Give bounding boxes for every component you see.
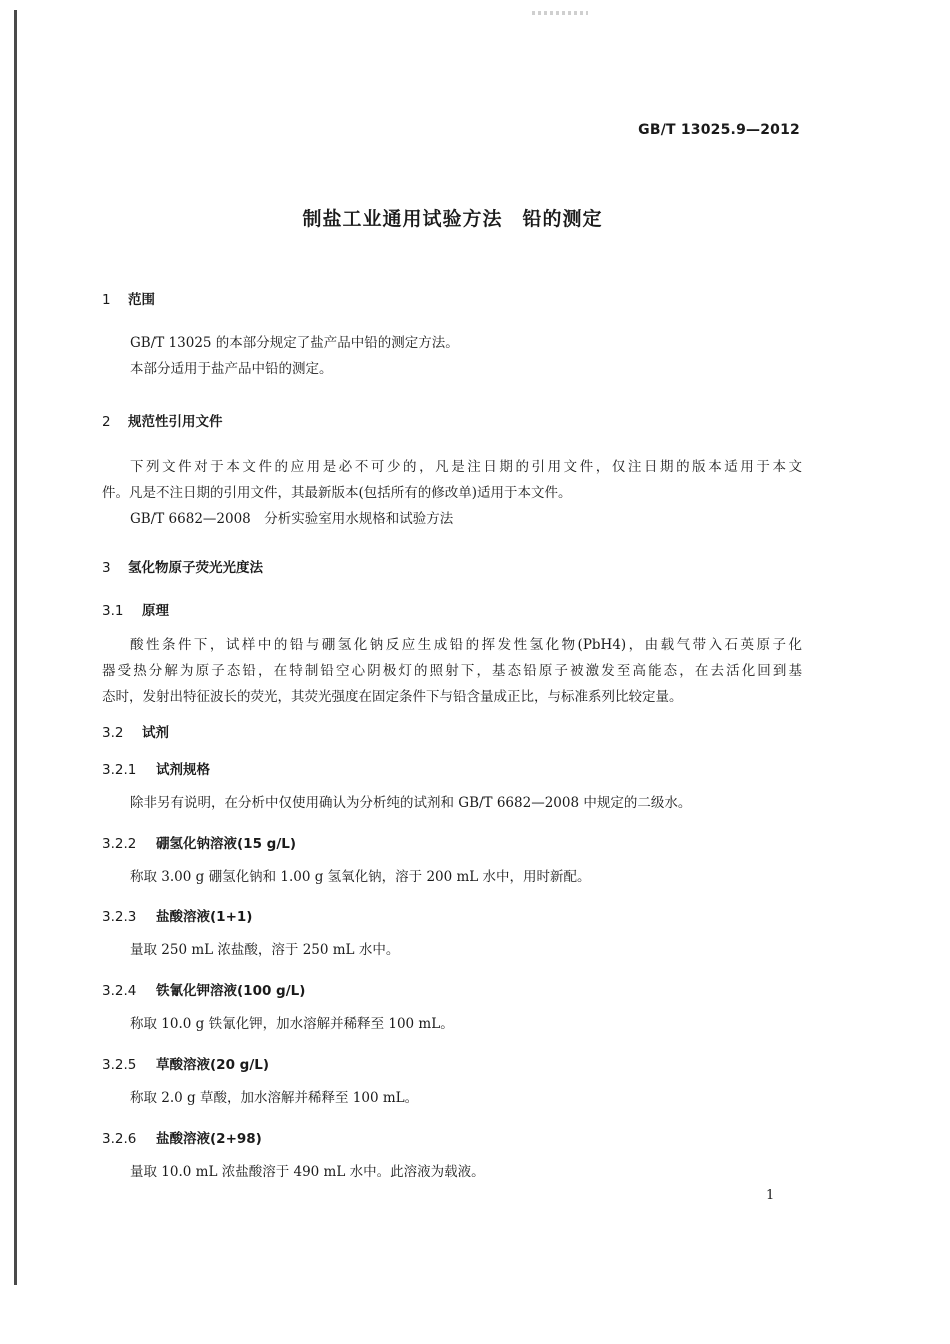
section-number: 3.2.3	[102, 909, 137, 925]
paragraph-line: 称取 2.0 g 草酸，加水溶解并稀释至 100 mL。	[130, 1090, 419, 1106]
section-3-heading	[102, 556, 263, 576]
section-title: 盐酸溶液(1+1)	[156, 909, 253, 925]
section-number: 3.2.5	[102, 1057, 137, 1073]
section-number: 3.2.1	[102, 762, 137, 778]
standard-number: GB/T 13025.9—2012	[638, 122, 800, 138]
section-3-2-5-body	[102, 1085, 802, 1111]
section-3-2-3-heading	[102, 905, 252, 925]
paragraph-line: 酸性条件下，试样中的铅与硼氢化钠反应生成铅的挥发性氢化物(PbH4)，由载气带入石英原子化	[130, 637, 802, 653]
scan-edge-line	[14, 10, 17, 1285]
paragraph-line: 本部分适用于盐产品中铅的测定。	[130, 361, 333, 377]
section-1-heading	[102, 288, 155, 308]
section-3-2-6-heading	[102, 1127, 262, 1147]
section-3-2-1-heading	[102, 758, 210, 778]
section-title: 范围	[128, 292, 155, 308]
scan-top-mark	[532, 11, 588, 15]
section-3-2-6-body	[102, 1159, 802, 1185]
paragraph-line: 称取 10.0 g 铁氰化钾，加水溶解并稀释至 100 mL。	[130, 1016, 454, 1032]
section-number: 3.1	[102, 603, 124, 619]
section-3-2-2-body	[102, 864, 802, 890]
paragraph-line: 除非另有说明，在分析中仅使用确认为分析纯的试剂和 GB/T 6682—2008 中规定的二级水。	[130, 795, 692, 811]
paragraph-line: 下列文件对于本文件的应用是必不可少的，凡是注日期的引用文件，仅注日期的版本适用于本文	[130, 459, 802, 475]
section-title: 原理	[142, 603, 169, 619]
paragraph-line: 量取 250 mL 浓盐酸，溶于 250 mL 水中。	[130, 942, 400, 958]
paragraph-line: GB/T 13025 的本部分规定了盐产品中铅的测定方法。	[130, 335, 459, 351]
section-number: 3.2.6	[102, 1131, 137, 1147]
normative-reference: GB/T 6682—2008 分析实验室用水规格和试验方法	[130, 511, 454, 527]
section-title: 试剂	[142, 725, 169, 741]
section-3-2-4-body	[102, 1011, 802, 1037]
section-2-heading	[102, 410, 223, 430]
page-number: 1	[766, 1188, 775, 1203]
section-title: 氢化物原子荧光光度法	[128, 560, 263, 576]
section-number: 3.2.2	[102, 836, 137, 852]
paragraph-line: 量取 10.0 mL 浓盐酸溶于 490 mL 水中。此溶液为载液。	[130, 1164, 485, 1180]
section-2-body	[102, 454, 802, 532]
section-3-2-4-heading	[102, 979, 305, 999]
section-title: 铁氰化钾溶液(100 g/L)	[156, 983, 306, 999]
section-title: 草酸溶液(20 g/L)	[156, 1057, 270, 1073]
section-title: 试剂规格	[156, 762, 210, 778]
document-title: 制盐工业通用试验方法 铅的测定	[302, 208, 603, 230]
paragraph-line: 件。凡是不注日期的引用文件，其最新版本(包括所有的修改单)适用于本文件。	[102, 485, 572, 501]
section-3-1-body	[102, 632, 802, 710]
section-3-2-5-heading	[102, 1053, 269, 1073]
paragraph-line: 器受热分解为原子态铅，在特制铅空心阴极灯的照射下，基态铅原子被激发至高能态，在去活化回到基	[102, 663, 802, 679]
section-3-1-heading	[102, 599, 169, 619]
paragraph-line: 态时，发射出特征波长的荧光，其荧光强度在固定条件下与铅含量成正比，与标准系列比较定量。	[102, 689, 683, 705]
section-title: 盐酸溶液(2+98)	[156, 1131, 262, 1147]
section-3-2-1-body	[102, 790, 802, 816]
section-title: 硼氢化钠溶液(15 g/L)	[156, 836, 297, 852]
section-number: 3.2.4	[102, 983, 137, 999]
section-number: 1	[102, 292, 111, 308]
section-3-2-2-heading	[102, 832, 296, 852]
section-number: 3	[102, 560, 111, 576]
paragraph-line: 称取 3.00 g 硼氢化钠和 1.00 g 氢氧化钠，溶于 200 mL 水中，用时新配。	[130, 869, 591, 885]
section-3-2-heading	[102, 721, 169, 741]
section-number: 3.2	[102, 725, 124, 741]
section-number: 2	[102, 414, 111, 430]
section-1-body	[102, 330, 802, 382]
section-3-2-3-body	[102, 937, 802, 963]
section-title: 规范性引用文件	[128, 414, 223, 430]
